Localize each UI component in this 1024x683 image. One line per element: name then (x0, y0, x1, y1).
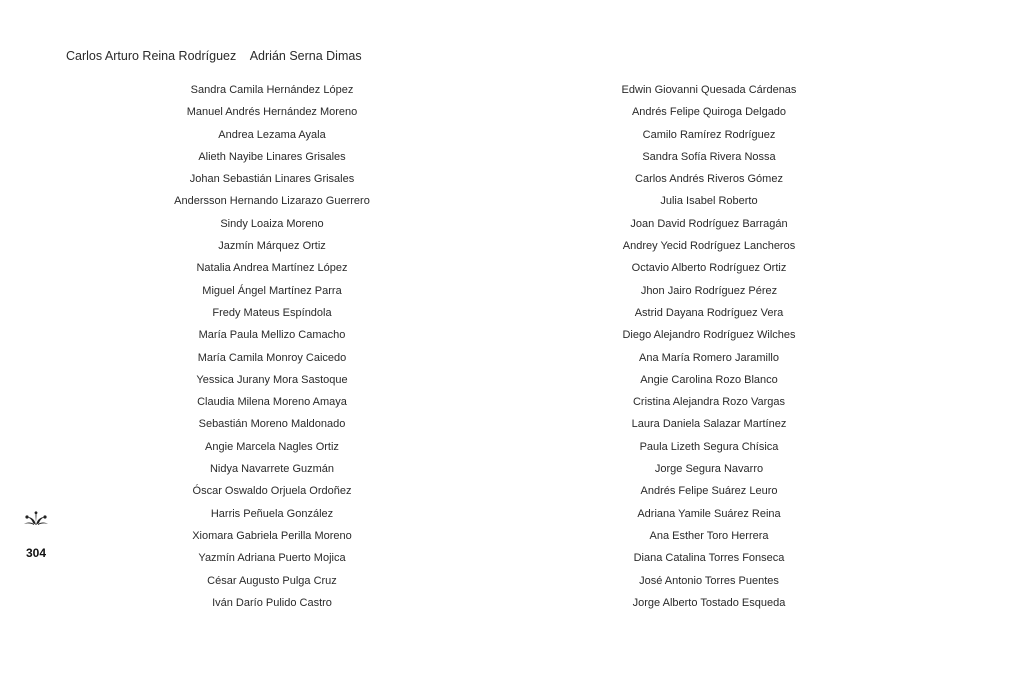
list-item: Camilo Ramírez Rodríguez (642, 128, 776, 141)
list-item: Joan David Rodríguez Barragán (630, 217, 788, 230)
list-item: Natalia Andrea Martínez López (196, 262, 348, 275)
list-item: Diego Alejandro Rodríguez Wilches (622, 329, 796, 342)
list-item: Sandra Sofía Rivera Nossa (642, 150, 776, 163)
list-item: Jhon Jairo Rodríguez Pérez (640, 284, 778, 297)
list-item: Jorge Segura Navarro (654, 463, 764, 476)
list-item: Nidya Navarrete Guzmán (209, 463, 335, 476)
list-item: Diana Catalina Torres Fonseca (633, 552, 785, 565)
list-item: Paula Lizeth Segura Chísica (639, 440, 779, 453)
list-item: Cristina Alejandra Rozo Vargas (632, 396, 786, 409)
list-item: Sebastián Moreno Maldonado (198, 418, 346, 431)
names-list-right (559, 79, 859, 614)
list-item: Julia Isabel Roberto (660, 195, 758, 208)
list-item: Jorge Alberto Tostado Esqueda (632, 596, 786, 609)
list-item: Angie Carolina Rozo Blanco (640, 373, 778, 386)
author-name: Adrián Serna Dimas (249, 49, 362, 63)
list-item: Alieth Nayibe Linares Grisales (198, 150, 346, 163)
list-item: Angie Marcela Nagles Ortiz (205, 440, 339, 453)
list-item: Miguel Ángel Martínez Parra (202, 284, 342, 297)
list-item: Claudia Milena Moreno Amaya (197, 396, 347, 409)
list-item: Ana María Romero Jaramillo (639, 351, 779, 364)
list-item: Astrid Dayana Rodríguez Vera (634, 306, 784, 319)
list-item: César Augusto Pulga Cruz (207, 574, 337, 587)
list-item: Andrés Felipe Quiroga Delgado (631, 106, 787, 119)
list-item: Carlos Andrés Riveros Gómez (635, 173, 783, 186)
list-item: Óscar Oswaldo Orjuela Ordoñez (192, 485, 352, 498)
list-item: María Camila Monroy Caicedo (197, 351, 347, 364)
list-item: Sindy Loaiza Moreno (220, 217, 324, 230)
list-item: Harris Peñuela González (210, 507, 334, 520)
list-item: Octavio Alberto Rodríguez Ortiz (631, 262, 787, 275)
list-item: Iván Darío Pulido Castro (212, 596, 332, 609)
names-list-left (122, 79, 422, 614)
list-item: Andrea Lezama Ayala (218, 128, 326, 141)
list-item: Laura Daniela Salazar Martínez (631, 418, 787, 431)
list-item: Yessica Jurany Mora Sastoque (196, 373, 348, 386)
list-item: Andrey Yecid Rodríguez Lancheros (622, 240, 796, 253)
list-item: María Paula Mellizo Camacho (198, 329, 346, 342)
floral-ornament-icon (23, 511, 49, 527)
list-item: Sandra Camila Hernández López (190, 84, 354, 96)
list-item: Andersson Hernando Lizarazo Guerrero (174, 195, 370, 208)
running-header (66, 49, 362, 63)
page-number: 304 (26, 546, 47, 560)
author-name: Carlos Arturo Reina Rodríguez (66, 49, 237, 63)
list-item: Fredy Mateus Espíndola (212, 306, 332, 319)
list-item: Manuel Andrés Hernández Moreno (186, 106, 358, 119)
list-item: Yazmín Adriana Puerto Mojica (198, 552, 346, 565)
list-item: Andrés Felipe Suárez Leuro (640, 485, 778, 498)
list-item: Jazmín Márquez Ortiz (218, 240, 326, 253)
list-item: Edwin Giovanni Quesada Cárdenas (621, 84, 797, 96)
list-item: Ana Esther Toro Herrera (649, 529, 769, 542)
list-item: Xiomara Gabriela Perilla Moreno (192, 529, 352, 542)
list-item: Adriana Yamile Suárez Reina (637, 507, 781, 520)
list-item: Johan Sebastián Linares Grisales (189, 173, 355, 186)
list-item: José Antonio Torres Puentes (639, 574, 779, 587)
